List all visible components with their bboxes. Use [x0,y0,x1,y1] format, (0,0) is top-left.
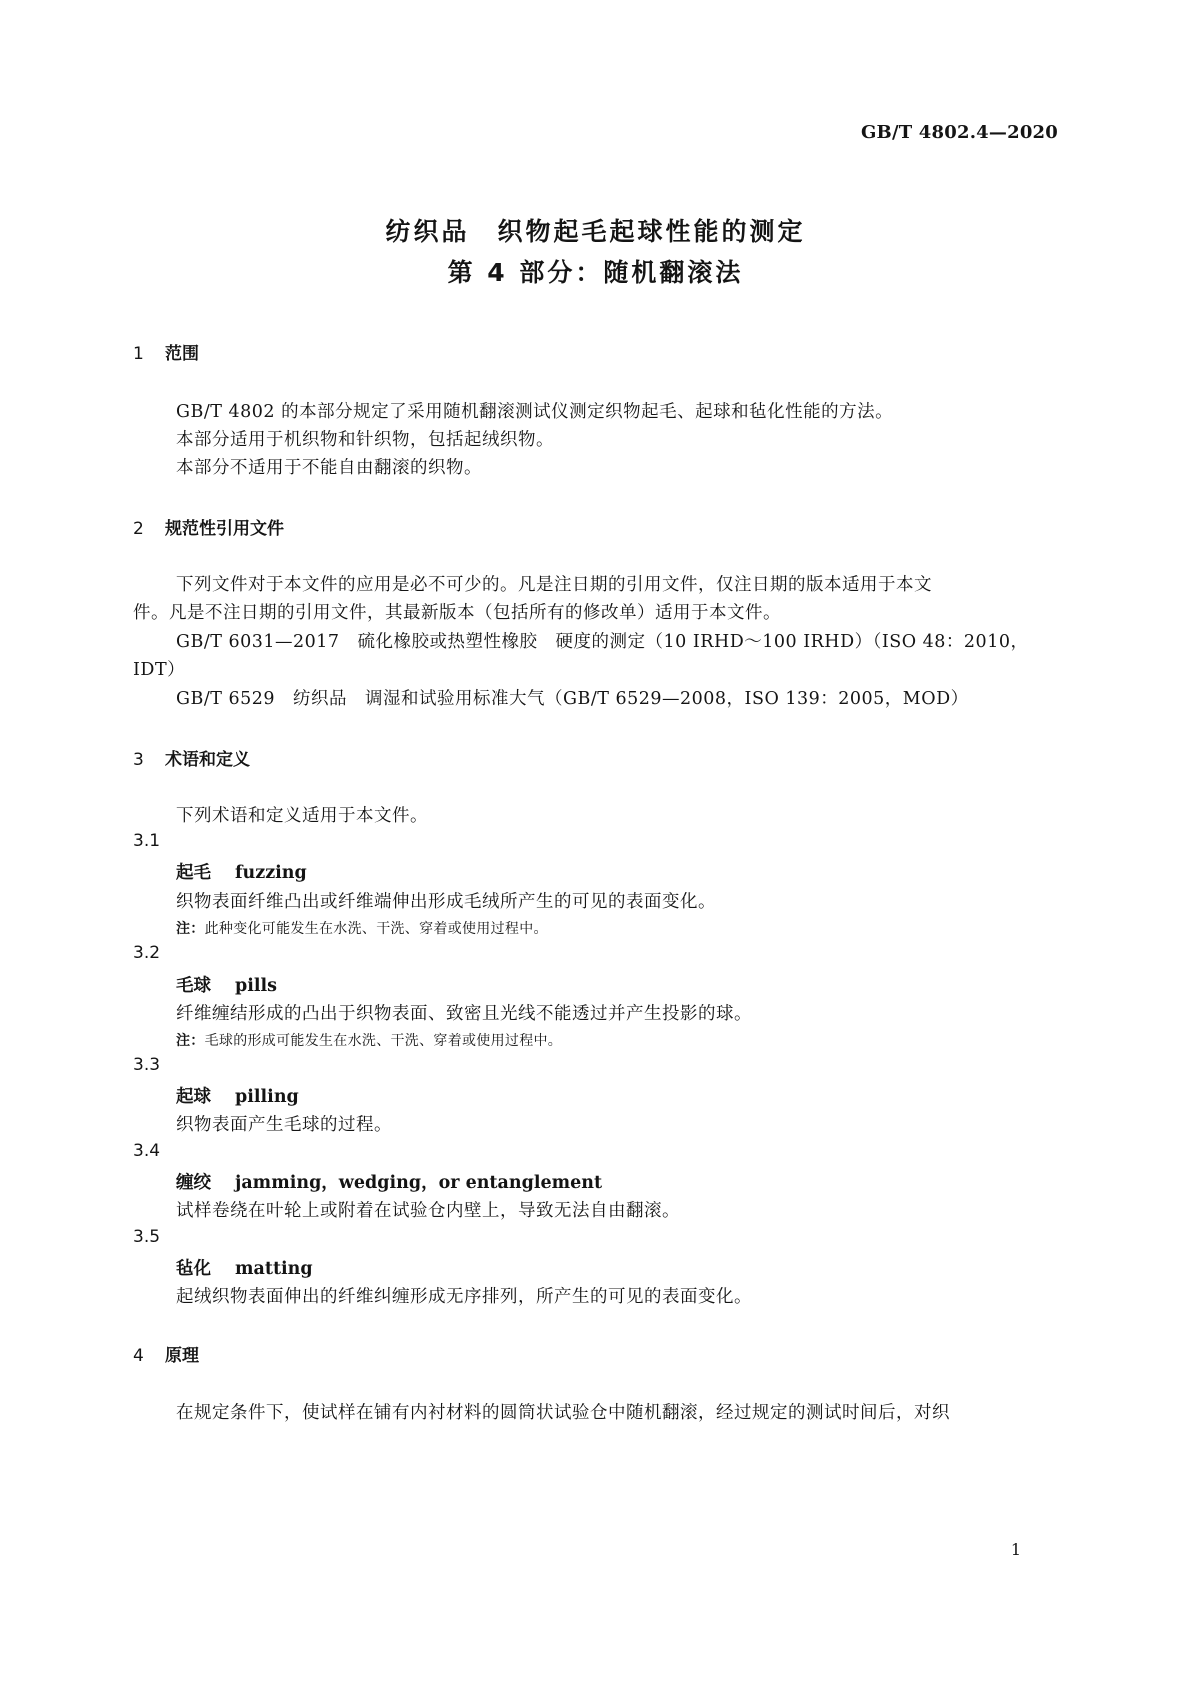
section-number: 1 [133,344,144,364]
section-title: 范围 [165,344,199,364]
term-number: 3.4 [133,1141,161,1161]
title-line-2: 第 4 部分：随机翻滚法 [447,258,744,287]
term-definition: 纤维缠结形成的凸出于织物表面、致密且光线不能透过并产生投影的球。 [176,1004,752,1024]
term-english: fuzzing [235,863,307,883]
note-text: 此种变化可能发生在水洗、干洗、穿着或使用过程中。 [204,921,548,937]
note [176,1030,562,1050]
term-english: matting [235,1259,313,1279]
term-entry [176,972,277,997]
term-definition: 织物表面纤维凸出或纤维端伸出形成毛绒所产生的可见的表面变化。 [176,892,716,912]
paragraph: 在规定条件下，使试样在铺有内衬材料的圆筒状试验仓中随机翻滚，经过规定的测试时间后，对织 [176,1403,950,1423]
term-entry [176,1083,299,1108]
paragraph-continuation: 件。凡是不注日期的引用文件，其最新版本（包括所有的修改单）适用于本文件。 [133,603,781,623]
term-english: pilling [235,1087,299,1107]
term-entry [176,859,307,884]
section-number: 2 [133,519,144,539]
term-number: 3.2 [133,943,161,963]
section-2-heading [133,514,284,539]
section-number: 4 [133,1346,144,1366]
note-label: 注： [176,921,205,937]
section-title: 规范性引用文件 [165,519,284,539]
section-3-heading [133,745,250,770]
section-number: 3 [133,750,144,770]
section-title: 术语和定义 [165,750,250,770]
title-line-1: 纺织品 织物起毛起球性能的测定 [385,217,806,246]
term-chinese: 起球 [176,1087,211,1107]
term-english: jamming，wedging，or entanglement [235,1173,603,1193]
term-entry [176,1255,313,1280]
section-1-heading [133,339,199,364]
section-title: 原理 [165,1346,199,1366]
term-chinese: 起毛 [176,863,211,883]
term-entry [176,1169,602,1194]
section-4-heading [133,1341,199,1366]
term-number: 3.1 [133,831,161,851]
term-number: 3.3 [133,1055,161,1075]
paragraph: 本部分适用于机织物和针织物，包括起绒织物。 [176,430,554,450]
normative-reference: GB/T 6031—2017 硫化橡胶或热塑性橡胶 硬度的测定（10 IRHD～100 IRHD）（ISO 48：2010， [176,632,1029,652]
paragraph: GB/T 4802 的本部分规定了采用随机翻滚测试仪测定织物起毛、起球和毡化性能的方法。 [176,402,894,422]
standard-code: GB/T 4802.4—2020 [860,122,1058,143]
term-number: 3.5 [133,1227,161,1247]
note-text: 毛球的形成可能发生在水洗、干洗、穿着或使用过程中。 [204,1033,563,1049]
normative-reference-continuation: IDT） [133,660,186,680]
note-label: 注： [176,1033,205,1049]
term-chinese: 毛球 [176,976,211,996]
note [176,918,548,938]
paragraph: 本部分不适用于不能自由翻滚的织物。 [176,458,482,478]
term-chinese: 毡化 [176,1259,211,1279]
term-chinese: 缠绞 [176,1173,211,1193]
paragraph: 下列文件对于本文件的应用是必不可少的。凡是注日期的引用文件，仅注日期的版本适用于本文 [176,575,932,595]
term-definition: 织物表面产生毛球的过程。 [176,1115,392,1135]
page-number: 1 [1010,1540,1021,1559]
term-definition: 起绒织物表面伸出的纤维纠缠形成无序排列，所产生的可见的表面变化。 [176,1287,752,1307]
term-english: pills [235,976,278,996]
paragraph: 下列术语和定义适用于本文件。 [176,806,428,826]
term-definition: 试样卷绕在叶轮上或附着在试验仓内壁上，导致无法自由翻滚。 [176,1201,680,1221]
normative-reference: GB/T 6529 纺织品 调湿和试验用标准大气（GB/T 6529—2008，ISO 139：2005，MOD） [176,689,969,709]
